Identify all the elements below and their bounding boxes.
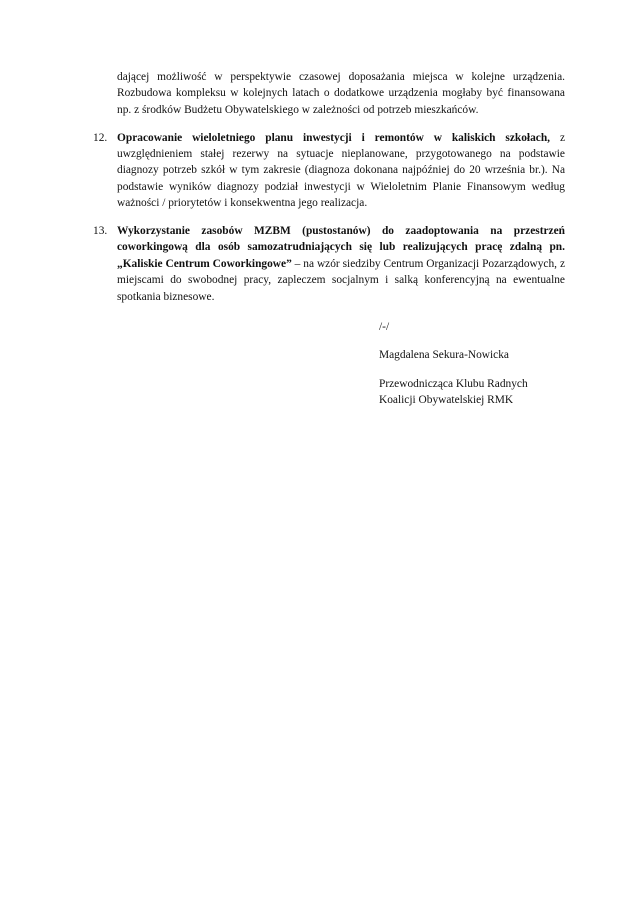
document-body [93,69,566,316]
list-item [93,130,566,212]
list-item-bold-heading: Wykorzystanie zasobów MZBM (pustostanów) do zaadoptowania na przestrzeń coworkingową dla osób samozatrudniających się lub realizujących pracę zdalną pn. „Kaliskie Centrum Coworkingowe” [117,225,565,270]
signature-block [379,319,609,409]
signatory-title-line-1: Przewodnicząca Klubu Radnych [379,377,528,390]
list-item-description: z uwzględnieniem stałej rezerwy na sytuacje nieplanowane, przygotowanego na podstawie diagnozy potrzeb szkół w tym zakresie (diagnoza dokonana najpóźniej do 20 września br.). Na podstawie wyników diagnozy podział inwestycji w Wieloletnim Planie Finansowym według ważności / priorytetów i konsekwentna jego realizacja. [117,131,566,210]
signatory-name: Magdalena Sekura-Nowicka [379,349,509,362]
list-item-description: – na wzór siedziby Centrum Organizacji Pozarządowych, z miejscami do swobodnej pracy, zapleczem socjalnym i salką konferencyjną na ewentualne spotkania biznesowe. [117,257,565,303]
list-item-text [117,223,565,305]
list-item-text [117,130,565,212]
signatory-title-line-2: Koalicji Obywatelskiej RMK [379,394,514,407]
signature-mark: /-/ [379,321,390,333]
continuation-paragraph: dającej możliwość w perspektywie czasowej doposażania miejsca w kolejne urządzenia. Rozbudowa kompleksu w kolejnych latach o dodatkowe urządzenia mogłaby być finansowana np. z środków Budżetu Obywatelskiego w zależności od potrzeb mieszkańców. [117,71,565,116]
list-item-number: 12. [93,131,108,144]
list-item-bold-heading: Opracowanie wieloletniego planu inwestycji i remontów w kaliskich szkołach, [117,131,551,144]
list-item-number: 13. [93,225,108,238]
list-item [93,223,565,305]
